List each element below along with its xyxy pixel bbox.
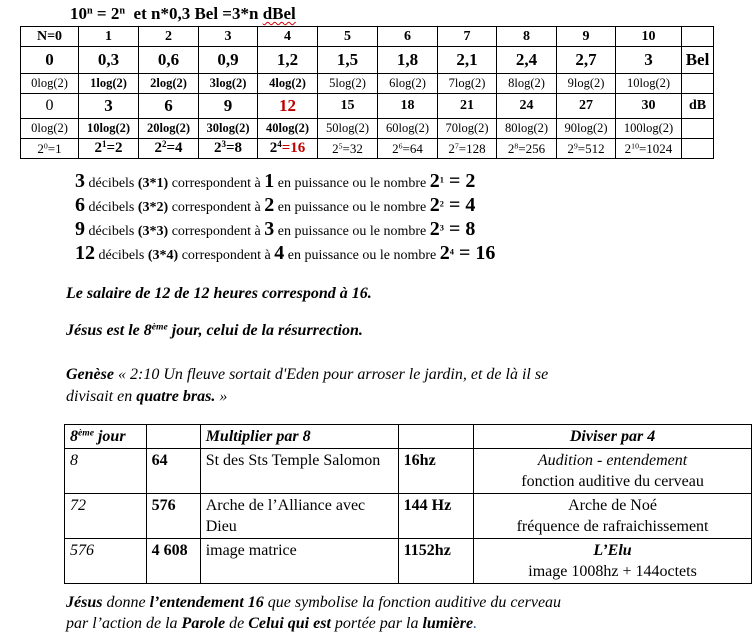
table-cell: 3 xyxy=(199,27,258,47)
table-row xyxy=(21,94,714,119)
table-cell: Audition - entendement fonction auditive du cerveau xyxy=(474,449,752,494)
table-cell: $2^3=8$ xyxy=(199,139,258,159)
table-cell: 1 xyxy=(79,27,139,47)
table-cell: 576 xyxy=(146,494,200,539)
table-row xyxy=(65,449,752,494)
table-cell: 30 xyxy=(616,94,682,119)
table-cell: N=0 xyxy=(21,27,79,47)
table-cell: 0,3 xyxy=(79,47,139,74)
table-cell: Arche de Noé fréquence de rafraichissement xyxy=(474,494,752,539)
table-cell: $2^9=512$ xyxy=(557,139,616,159)
table-cell: 1152hz xyxy=(398,539,473,584)
table-cell: 1log(2) xyxy=(79,74,139,94)
table-cell: 90log(2) xyxy=(557,119,616,139)
table-cell: 3 xyxy=(79,94,139,119)
table-cell: 5 xyxy=(318,27,378,47)
table-cell: 24 xyxy=(497,94,557,119)
table-cell: 3log(2) xyxy=(199,74,258,94)
table-cell: $2^7=128$ xyxy=(438,139,497,159)
genese-quote: Genèse « 2:10 Un fleuve sortait d'Eden pour arroser le jardin, et de là il se divisait en quatre bras. » xyxy=(66,366,549,405)
table-row xyxy=(21,27,714,47)
table-cell xyxy=(682,74,714,94)
table-row xyxy=(21,74,714,94)
table-cell: Arche de l’Alliance avec Dieu xyxy=(200,494,398,539)
table-row xyxy=(21,47,714,74)
table-cell: $2^2=4$ xyxy=(139,139,199,159)
table-cell: 9log(2) xyxy=(557,74,616,94)
table-cell: $2^{10}=1024$ xyxy=(616,139,682,159)
table-cell: 2log(2) xyxy=(139,74,199,94)
table-cell: 15 xyxy=(318,94,378,119)
table-cell: 2,4 xyxy=(497,47,557,74)
table-row xyxy=(21,139,714,159)
table-cell: 60log(2) xyxy=(378,119,438,139)
table-cell: $2^8=256$ xyxy=(497,139,557,159)
table-cell: 3 xyxy=(616,47,682,74)
table-cell: 5log(2) xyxy=(318,74,378,94)
table-cell: dB xyxy=(682,94,714,119)
salary-paragraph: Le salaire de 12 de 12 heures correspond à 16. xyxy=(66,285,372,302)
table-cell: 0,6 xyxy=(139,47,199,74)
table-row xyxy=(65,539,752,584)
table-cell: 6 xyxy=(139,94,199,119)
table-cell: 9 xyxy=(557,27,616,47)
table-cell: $2^0=1$ xyxy=(21,139,79,159)
table-cell: 12 xyxy=(258,94,318,119)
table-cell: 50log(2) xyxy=(318,119,378,139)
table-cell: 6log(2) xyxy=(378,74,438,94)
table-row xyxy=(65,494,752,539)
footer-paragraph: Jésus donne l’entendement 16 que symbolise la fonction auditive du cerveau par l’action de la Parole de Celui qui est portée par la lumière. xyxy=(66,594,562,632)
table-cell: 7log(2) xyxy=(438,74,497,94)
table-cell: 8 xyxy=(497,27,557,47)
table-cell xyxy=(682,119,714,139)
table-cell: 6 xyxy=(378,27,438,47)
table-cell: 1,5 xyxy=(318,47,378,74)
table-header-row xyxy=(65,425,752,449)
table-cell: 100log(2) xyxy=(616,119,682,139)
table-cell: $2^1=2$ xyxy=(79,139,139,159)
table-cell: 144 Hz xyxy=(398,494,473,539)
multiply-divide-table xyxy=(64,424,752,584)
table-cell: 21 xyxy=(438,94,497,119)
table-cell: 576 xyxy=(65,539,147,584)
table-cell: 72 xyxy=(65,494,147,539)
formula-title: $10^n = 2^n$ et n*0,3 Bel =3*n dBel xyxy=(70,4,296,23)
table-cell: 30log(2) xyxy=(199,119,258,139)
table-cell: 20log(2) xyxy=(139,119,199,139)
table-cell: 10log(2) xyxy=(79,119,139,139)
table-cell: 16hz xyxy=(398,449,473,494)
table-cell: Bel xyxy=(682,47,714,74)
decibel-table xyxy=(20,26,714,159)
table-cell: 0log(2) xyxy=(21,119,79,139)
table-cell: 64 xyxy=(146,449,200,494)
table-cell: 8log(2) xyxy=(497,74,557,94)
decibel-line: 9 décibels (3*3) correspondent à 3 en puissance ou le nombre $2^3 = 8$ xyxy=(75,218,476,240)
decibel-line: 6 décibels (3*2) correspondent à 2 en puissance ou le nombre $2^2 = 4$ xyxy=(75,194,476,216)
table-cell: 0 xyxy=(21,94,79,119)
table-cell: 7 xyxy=(438,27,497,47)
table-cell: 80log(2) xyxy=(497,119,557,139)
table-cell xyxy=(682,139,714,159)
table-cell: 1,8 xyxy=(378,47,438,74)
table-cell: 4log(2) xyxy=(258,74,318,94)
table-cell: 8 xyxy=(65,449,147,494)
table-cell: 10 xyxy=(616,27,682,47)
header-divide: Diviser par 4 xyxy=(474,425,752,449)
table-cell: 2,7 xyxy=(557,47,616,74)
decibel-line: 3 décibels (3*1) correspondent à 1 en puissance ou le nombre $2^1 = 2$ xyxy=(75,170,476,192)
table-cell: 18 xyxy=(378,94,438,119)
table-cell: 4 608 xyxy=(146,539,200,584)
table-cell: 10log(2) xyxy=(616,74,682,94)
table-cell: 2,1 xyxy=(438,47,497,74)
table-cell: L’Elu image 1008hz + 144octets xyxy=(474,539,752,584)
table-cell: 0log(2) xyxy=(21,74,79,94)
table-cell: 1,2 xyxy=(258,47,318,74)
table-cell: $2^6=64$ xyxy=(378,139,438,159)
table-cell: St des Sts Temple Salomon xyxy=(200,449,398,494)
table-cell xyxy=(682,27,714,47)
table-row xyxy=(21,119,714,139)
table-cell: 9 xyxy=(199,94,258,119)
header-day: 8ème jour xyxy=(65,425,147,449)
table-cell: 0 xyxy=(21,47,79,74)
jesus-paragraph: Jésus est le 8ème jour, celui de la résurrection. xyxy=(66,321,363,339)
table-cell: $2^4=16$ xyxy=(258,139,318,159)
header-multiply: Multiplier par 8 xyxy=(200,425,398,449)
decibel-line: 12 décibels (3*4) correspondent à 4 en puissance ou le nombre $2^4 = 16$ xyxy=(75,242,496,264)
table-cell: 70log(2) xyxy=(438,119,497,139)
table-cell: $2^5=32$ xyxy=(318,139,378,159)
table-cell: 0,9 xyxy=(199,47,258,74)
spell-flagged-word: dBel xyxy=(262,4,296,23)
table-cell: image matrice xyxy=(200,539,398,584)
table-cell: 40log(2) xyxy=(258,119,318,139)
table-cell: 27 xyxy=(557,94,616,119)
table-cell: 2 xyxy=(139,27,199,47)
table-cell: 4 xyxy=(258,27,318,47)
